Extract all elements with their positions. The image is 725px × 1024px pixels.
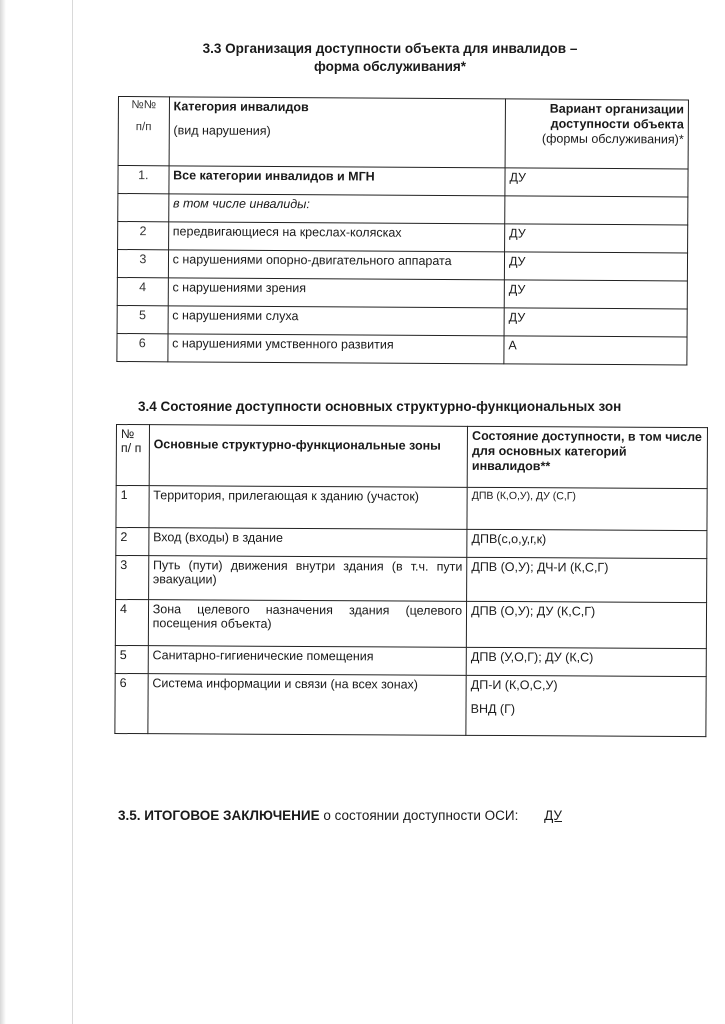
service-form-table bbox=[116, 96, 689, 365]
header-variant: Вариант организации доступности объекта (формы обслуживания)* bbox=[505, 99, 688, 169]
table-header-row bbox=[118, 97, 688, 169]
binding-line bbox=[72, 0, 73, 1024]
section-33-title: 3.3 Организация доступности объекта для инвалидов – форма обслуживания* bbox=[202, 41, 578, 74]
table-row: 3 Путь (пути) движения внутри здания (в т.ч. пути эвакуации) ДПВ (О,У); ДЧ-И (К,С,Г) bbox=[116, 556, 707, 603]
table-row: 3 с нарушениями опорно-двигательного аппарата ДУ bbox=[117, 250, 687, 281]
table-row: 2 передвигающиеся на креслах-колясках ДУ bbox=[118, 222, 688, 253]
table-row: 4 Зона целевого назначения здания (целевого посещения объекта) ДПВ (О,У); ДУ (К,С,Г) bbox=[115, 600, 706, 649]
header-num: № п/ п bbox=[116, 425, 149, 486]
final-conclusion: 3.5. ИТОГОВОЕ ЗАКЛЮЧЕНИЕ о состоянии доступности ОСИ: ДУ bbox=[118, 808, 698, 823]
table-row: 2 Вход (входы) в здание ДПВ(с,о,у,г,к) bbox=[116, 528, 707, 559]
conclusion-value: ДУ bbox=[544, 808, 562, 823]
table-row: 5 Санитарно-гигиенические помещения ДПВ (У,О,Г); ДУ (К,С) bbox=[115, 645, 706, 676]
header-zone: Основные структурно-функциональные зоны bbox=[149, 425, 468, 488]
table-row: 6 Система информации и связи (на всех зонах) ДП-И (К,О,С,У) ВНД (Г) bbox=[115, 673, 706, 736]
table-row: в том числе инвалиды: bbox=[118, 194, 688, 225]
table-header-row bbox=[116, 425, 707, 489]
header-num: №№ п/п bbox=[118, 97, 169, 166]
table-row: 5 с нарушениями слуха ДУ bbox=[117, 305, 687, 336]
zones-accessibility-table bbox=[114, 424, 708, 737]
table-row: 6 с нарушениями умственного развития А bbox=[117, 333, 687, 364]
table-row: 1. Все категории инвалидов и МГН ДУ bbox=[118, 166, 688, 197]
scan-edge-shadow bbox=[0, 0, 6, 1024]
header-category: Категория инвалидов (вид нарушения) bbox=[169, 97, 506, 168]
section-34-title: 3.4 Состояние доступности основных структурно-функциональных зон bbox=[138, 399, 622, 414]
table-row: 4 с нарушениями зрения ДУ bbox=[117, 277, 687, 308]
header-state: Состояние доступности, в том числе для основных категорий инвалидов** bbox=[467, 426, 707, 488]
table-row: 1 Территория, прилегающая к зданию (участок) ДПВ (К,О,У), ДУ (С,Г) bbox=[116, 486, 707, 531]
